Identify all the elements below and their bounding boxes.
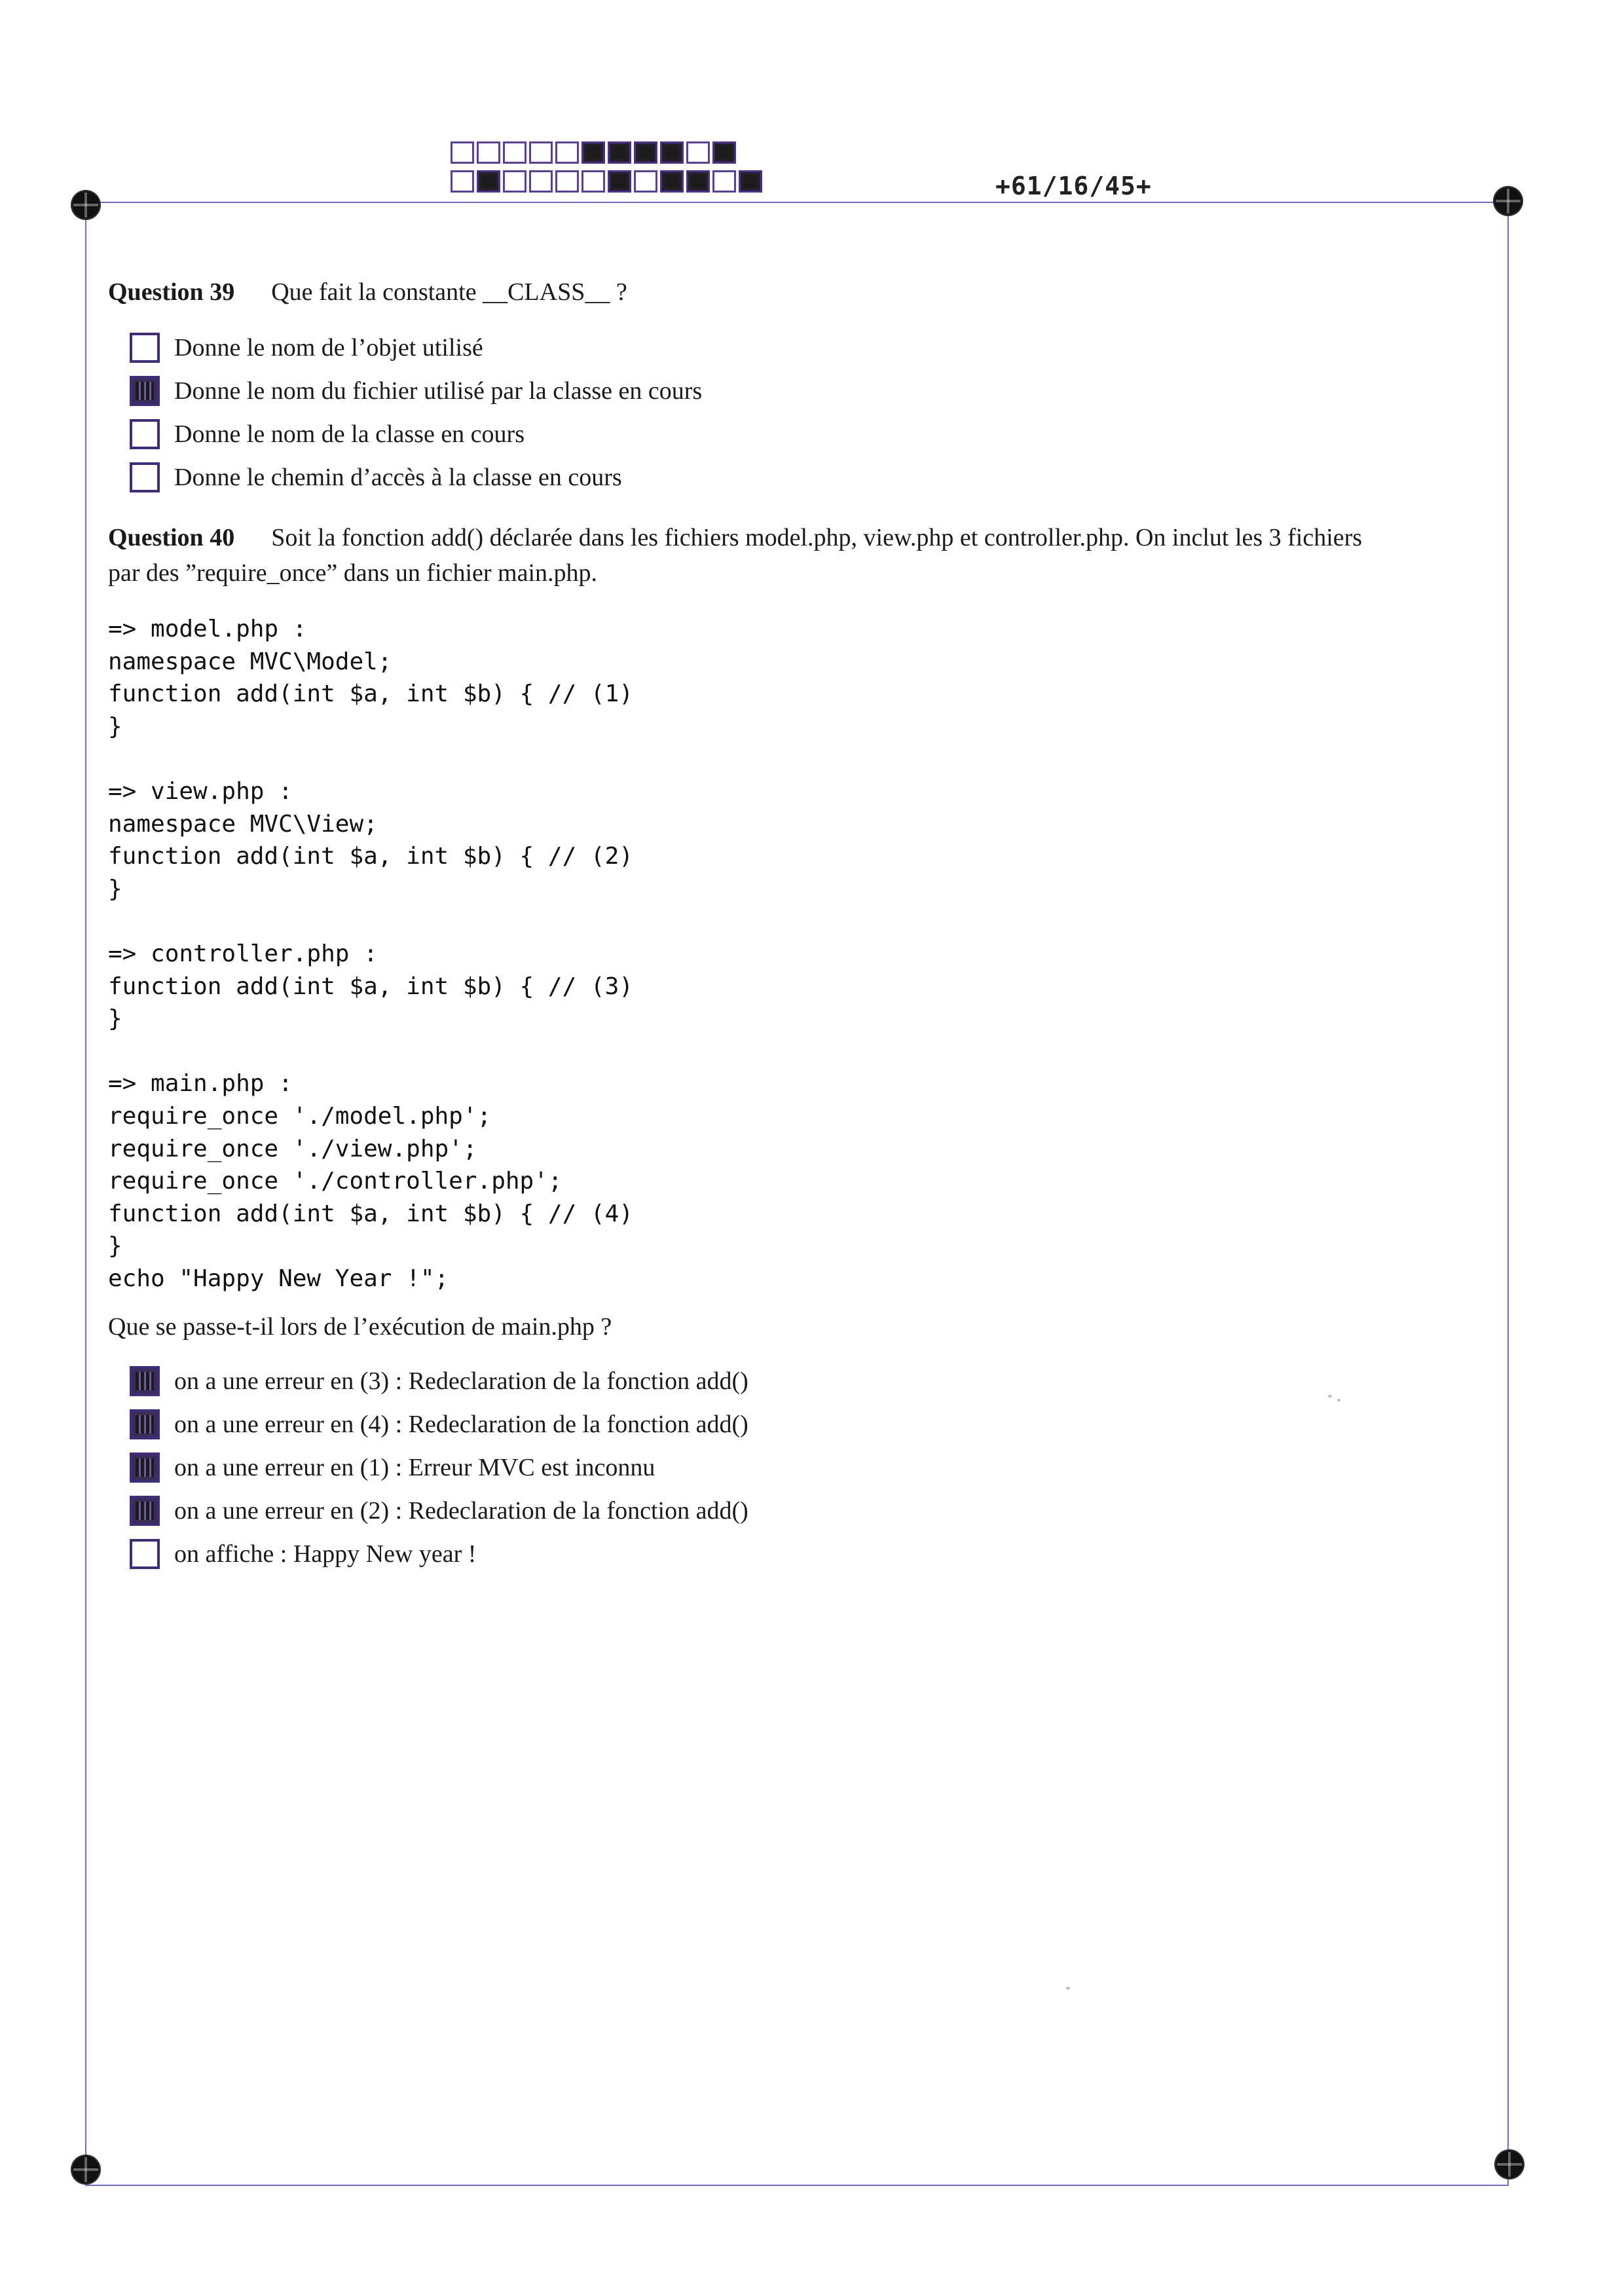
- code-line: namespace MVC\View;: [108, 810, 378, 838]
- code-line: echo "Happy New Year !";: [108, 1265, 449, 1292]
- barcode-cell: [503, 141, 526, 164]
- question-40-line-2: par des ”require_once” dans un fichier main.php.: [108, 559, 598, 587]
- code-line: require_once './controller.php';: [108, 1168, 563, 1195]
- answer-option[interactable]: [130, 1489, 748, 1532]
- question-label: Question 39: [108, 278, 235, 306]
- answer-text: Donne le nom de la classe en cours: [174, 420, 525, 448]
- barcode-cell: [608, 170, 631, 193]
- corner-marker-top-left: [71, 190, 101, 220]
- checkbox[interactable]: [130, 1539, 160, 1569]
- answer-option[interactable]: [130, 1446, 748, 1489]
- code-line: => view.php :: [108, 777, 293, 805]
- barcode-cell: [451, 170, 474, 193]
- checkbox[interactable]: [130, 376, 160, 406]
- corner-marker-top-right: [1493, 186, 1523, 216]
- barcode-cell: [555, 141, 579, 164]
- answer-text: on a une erreur en (1) : Erreur MVC est inconnu: [174, 1454, 655, 1481]
- answer-text: Donne le nom de l’objet utilisé: [174, 334, 483, 361]
- scan-speck: [1337, 1399, 1340, 1401]
- code-line: => main.php :: [108, 1070, 293, 1098]
- checkbox[interactable]: [130, 1453, 160, 1483]
- checkbox[interactable]: [130, 419, 160, 449]
- barcode-cell: [739, 170, 762, 193]
- corner-marker-bottom-right: [1494, 2149, 1524, 2179]
- checkbox[interactable]: [130, 1366, 160, 1396]
- scan-speck: [1066, 1987, 1070, 1990]
- code-block: [108, 613, 633, 1295]
- question-40-statement: [108, 520, 1490, 591]
- question-text: Que fait la constante __CLASS__ ?: [271, 278, 627, 306]
- checkbox[interactable]: [130, 462, 160, 492]
- answer-option[interactable]: [130, 1360, 748, 1403]
- question-40-prompt: Que se passe-t-il lors de l’exécution de main.php ?: [108, 1313, 612, 1341]
- code-line: }: [108, 1232, 122, 1260]
- barcode-cell: [608, 141, 631, 164]
- barcode-cell: [555, 170, 579, 193]
- barcode-cell: [634, 170, 657, 193]
- barcode-cell: [712, 141, 736, 164]
- answer-text: Donne le chemin d’accès à la classe en cours: [174, 464, 622, 491]
- barcode-cell: [686, 170, 710, 193]
- code-line: function add(int $a, int $b) { // (3): [108, 972, 633, 1000]
- code-line: function add(int $a, int $b) { // (2): [108, 843, 633, 870]
- answer-option[interactable]: [130, 1403, 748, 1446]
- barcode-cell: [660, 141, 684, 164]
- checkbox[interactable]: [130, 333, 160, 363]
- code-line: [108, 743, 633, 775]
- barcode-cell: [660, 170, 684, 193]
- code-line: require_once './model.php';: [108, 1102, 492, 1130]
- question-label: Question 40: [108, 524, 235, 551]
- code-line: function add(int $a, int $b) { // (4): [108, 1200, 633, 1227]
- code-line: [108, 905, 633, 938]
- code-line: function add(int $a, int $b) { // (1): [108, 680, 633, 708]
- barcode-cell: [634, 141, 657, 164]
- code-line: => controller.php :: [108, 940, 378, 967]
- barcode-cell: [503, 170, 526, 193]
- sheet-id: +61/16/45+: [995, 172, 1152, 200]
- answer-option[interactable]: [130, 326, 702, 369]
- code-line: => model.php :: [108, 616, 307, 642]
- code-line: namespace MVC\Model;: [108, 648, 392, 675]
- code-line: require_once './view.php';: [108, 1135, 477, 1162]
- barcode-cell: [477, 141, 500, 164]
- checkbox[interactable]: [130, 1409, 160, 1439]
- answer-option[interactable]: [130, 413, 702, 456]
- barcode-cell: [712, 170, 736, 193]
- sheet-barcode: [451, 141, 762, 193]
- barcode-cell: [529, 170, 553, 193]
- answer-text: Donne le nom du fichier utilisé par la classe en cours: [174, 377, 703, 405]
- answer-text: on a une erreur en (4) : Redeclaration de la fonction add(): [174, 1411, 748, 1438]
- barcode-row: [451, 141, 762, 164]
- checkbox[interactable]: [130, 1496, 160, 1526]
- barcode-cell: [451, 141, 474, 164]
- question-40-options: [130, 1360, 748, 1576]
- answer-text: on a une erreur en (2) : Redeclaration de la fonction add(): [174, 1497, 748, 1525]
- code-line: }: [108, 713, 122, 740]
- answer-text: on affiche : Happy New year !: [174, 1540, 477, 1568]
- barcode-cell: [581, 141, 605, 164]
- scan-speck: [1328, 1395, 1332, 1398]
- answer-option[interactable]: [130, 456, 702, 499]
- question-text: Soit la fonction add() déclarée dans les fichiers model.php, view.php et controller.php. On inclut les 3 fichiers: [271, 524, 1363, 551]
- barcode-cell: [581, 170, 605, 193]
- barcode-cell: [686, 141, 710, 164]
- code-line: [108, 1035, 633, 1068]
- barcode-row: [451, 170, 762, 193]
- code-line: }: [108, 1005, 122, 1033]
- answer-option[interactable]: [130, 369, 702, 413]
- question-40-line-1: [108, 520, 1490, 555]
- barcode-cell: [529, 141, 553, 164]
- question-39-options: [130, 326, 702, 499]
- question-39-heading: [108, 278, 627, 306]
- barcode-cell: [477, 170, 500, 193]
- answer-text: on a une erreur en (3) : Redeclaration de la fonction add(): [174, 1367, 748, 1395]
- code-line: }: [108, 875, 122, 902]
- answer-option[interactable]: [130, 1532, 748, 1576]
- corner-marker-bottom-left: [71, 2155, 101, 2185]
